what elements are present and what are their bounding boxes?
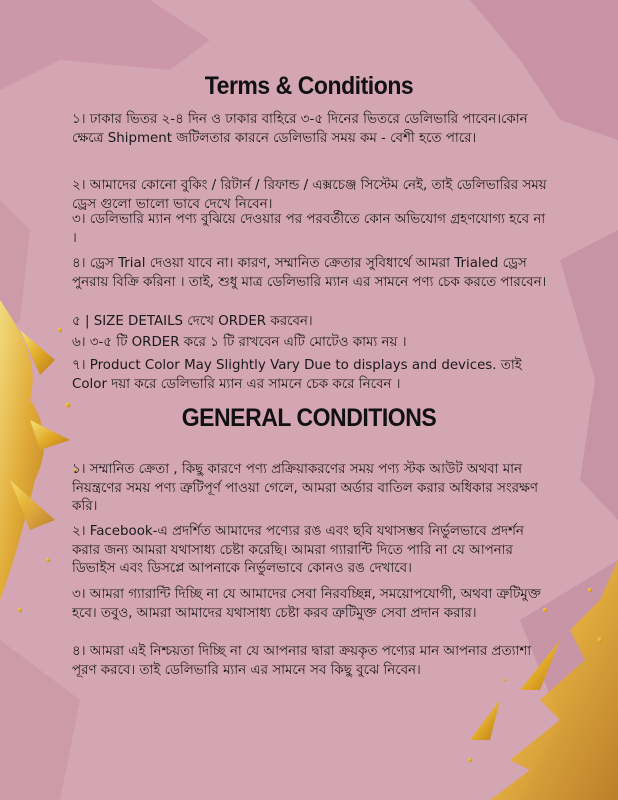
terms-item-2: ২। আমাদের কোনো বুকিং / রিটার্ন / রিফান্ড / এক্সচেঞ্জ সিস্টেম নেই, তাই ডেলিভারির সময় ড্রেস গুলো ভালো ভাবে দেখে নিবেন। xyxy=(72,178,547,212)
terms-item-4: ৪। ড্রেস Trial দেওয়া যাবে না। কারণ, সম্মানিত ক্রেতার সুবিধার্থে আমরা Trialed ড্রেস পুনরায় বিক্রি করিনা । তাই, শুধু মাত্র ডেলিভারি ম্যান এর সামনে পণ্য চেক করতে পারবেন। xyxy=(72,256,547,290)
general-item-2: ২। Facebook-এ প্রদর্শিত আমাদের পণ্যের রঙ এবং ছবি যথাসম্ভব নির্ভুলভাবে প্রদর্শন করার জন্য আমরা যথাসাধ্য চেষ্টা করেছি। আমরা গ্যারান্টি দিতে পারি না যে আপনার ডিভাইস এবং ডিসপ্লে আপনাকে নির্ভুলভাবে কোনও রঙ দেখাবে। xyxy=(72,524,524,577)
general-title: GENERAL CONDITIONS xyxy=(181,404,437,432)
terms-item-5: ৫ | SIZE DETAILS দেখে ORDER করবেন। xyxy=(72,314,313,329)
terms-item-7: ৭। Product Color May Slightly Vary Due to displays and devices. তাই Color দয়া করে ডেলিভারি ম্যান এর সামনে চেক করে নিবেন । xyxy=(72,358,522,392)
general-item-1: ১। সম্মানিত ক্রেতা , কিছু কারণে পণ্য প্রক্রিয়াকরণের সময় পণ্য স্টক আউট অথবা মান নিয়ন্ত্রণের সময় পণ্য ত্রুটিপূর্ণ পাওয়া গেলে, আমরা অর্ডার বাতিল করার অধিকার সংরক্ষণ করি। xyxy=(72,462,538,515)
terms-item-6: ৬। ৩-৫ টি ORDER করে ১ টি রাখবেন এটি মোটেও কাম্য নয় । xyxy=(72,335,407,350)
terms-item-1: ১। ঢাকার ভিতর ২-৪ দিন ও ঢাকার বাহিরে ৩-৫ দিনের ভিতরে ডেলিভারি পাবেন।কোন ক্ষেত্রে Shipment জটিলতার কারনে ডেলিভারি সময় কম - বেশী হতে পারে। xyxy=(72,112,528,146)
general-item-3: ৩। আমরা গ্যারান্টি দিচ্ছি না যে আমাদের সেবা নিরবচ্ছিন্ন, সময়োপযোগী, অথবা ত্রুটিমুক্ত হবে। তবুও, আমরা আমাদের যথাসাধ্য চেষ্টা করব ত্রুটিমুক্ত সেবা প্রদান করার। xyxy=(72,587,541,621)
general-item-4: ৪। আমরা এই নিশ্চয়তা দিচ্ছি না যে আপনার দ্বারা ক্রয়কৃত পণ্যের মান আপনার প্রত্যাশা পূরণ করবে। তাই ডেলিভারি ম্যান এর সামনে সব কিছু বুঝে নিবেন। xyxy=(72,644,532,678)
terms-title: Terms & Conditions xyxy=(204,72,414,100)
terms-item-3: ৩। ডেলিভারি ম্যান পণ্য বুঝিয়ে দেওয়ার পর পরবর্তীতে কোন অভিযোগ গ্রহণযোগ্য হবে না । xyxy=(72,212,546,246)
